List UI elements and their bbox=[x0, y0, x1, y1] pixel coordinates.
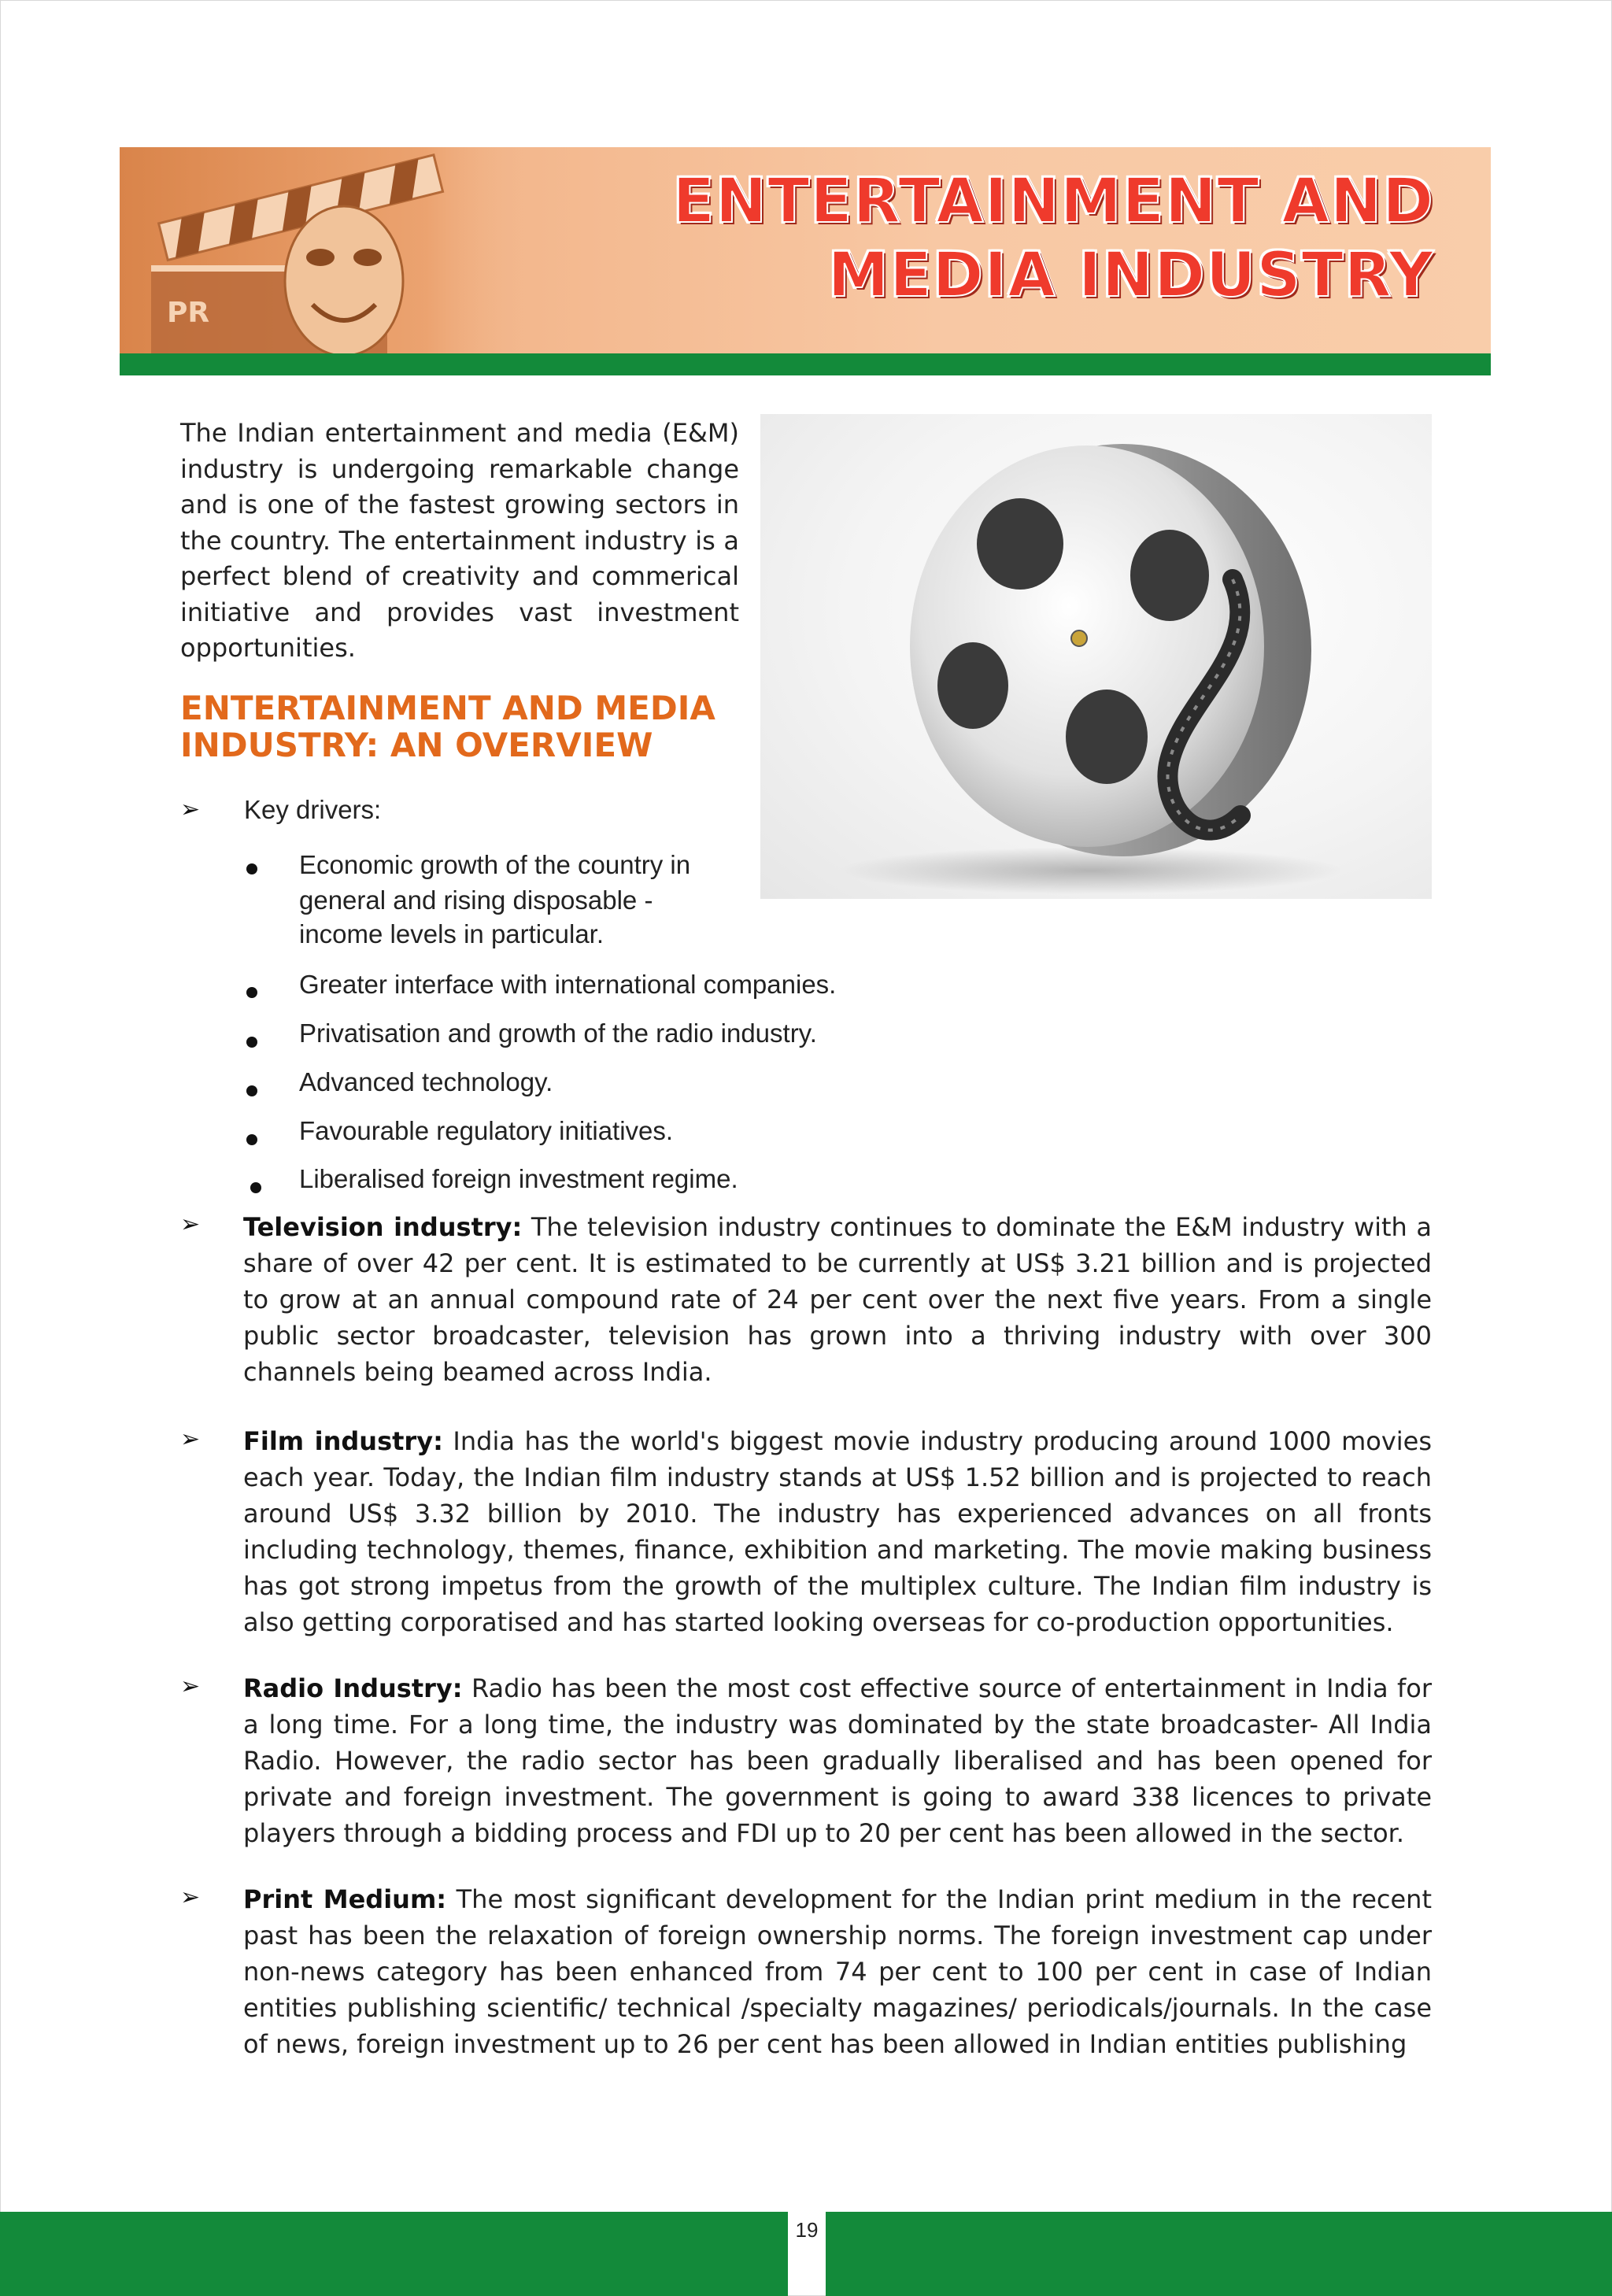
key-driver-item: Favourable regulatory initiatives. bbox=[299, 1116, 674, 1145]
overview-heading-line1: ENTERTAINMENT AND MEDIA bbox=[180, 689, 715, 727]
section-title: Film industry: bbox=[243, 1426, 443, 1456]
bullet-dot-icon bbox=[246, 1085, 257, 1096]
key-drivers-label: Key drivers: bbox=[244, 795, 382, 824]
arrow-bullet-icon: ➢ bbox=[180, 1425, 201, 1453]
section-title: Television industry: bbox=[243, 1212, 523, 1242]
bullet-dot-icon bbox=[246, 987, 257, 998]
arrow-bullet-icon: ➢ bbox=[180, 796, 201, 823]
banner-art-text: PR bbox=[167, 297, 210, 329]
section-text: The television industry continues to dominate the E&M industry with a share of over 42 per cent. It is estimated to be currently at US$ 3.21 billion and is projected to grow at an annual compound rate of 24 per cent over the next five years. From a single public sector broadcaster, television has grown into a thriving industry with over 300 channels being beamed across India. bbox=[243, 1212, 1433, 1387]
section-title: Print Medium: bbox=[243, 1884, 447, 1914]
page-title bbox=[673, 165, 1434, 312]
section-text: Radio has been the most cost effective source of entertainment in India for a long time. For a long time, the industry was dominated by the state broadcaster- All India Radio. However, the radio sector has been gradually liberalised and has been opened for private and foreign investment. The government is going to award 338 licences to private players through a bidding process and FDI up to 20 per cent has been allowed in the sector. bbox=[243, 1673, 1433, 1848]
key-driver-item: Liberalised foreign investment regime. bbox=[299, 1164, 738, 1193]
section-title: Radio Industry: bbox=[243, 1673, 463, 1703]
key-driver-item: general and rising disposable - bbox=[299, 885, 653, 915]
page-number: 19 bbox=[795, 2218, 819, 2242]
overview-heading-line2: INDUSTRY: AN OVERVIEW bbox=[180, 726, 653, 764]
key-driver-item: Greater interface with international companies. bbox=[299, 970, 837, 999]
section-text: The most significant development for the Indian print medium in the recent past has been the relaxation of foreign ownership norms. The foreign investment cap under non-news category has been enhanced from 74 per cent to 100 per cent in case of Indian entities publishing scientific/ technical /specialty magazines/ periodicals/journals. In the case of news, foreign investment up to 26 per cent has been allowed in Indian entities publishing bbox=[243, 1884, 1433, 2059]
page-title-line1: ENTERTAINMENT AND bbox=[672, 166, 1434, 237]
film-section bbox=[243, 1423, 1432, 1640]
arrow-bullet-icon: ➢ bbox=[180, 1884, 201, 1911]
header-banner bbox=[120, 147, 1491, 353]
bullet-dot-icon bbox=[246, 1037, 257, 1048]
bullet-dot-icon bbox=[246, 1134, 257, 1145]
key-driver-item: Advanced technology. bbox=[299, 1067, 553, 1096]
arrow-bullet-icon: ➢ bbox=[180, 1211, 201, 1238]
film-reel-illustration bbox=[760, 414, 1432, 899]
overview-heading bbox=[180, 690, 731, 763]
bullet-dot-icon bbox=[246, 863, 257, 874]
key-driver-item: income levels in particular. bbox=[299, 919, 604, 948]
section-text: India has the world's biggest movie industry producing around 1000 movies each year. Today, the Indian film industry stands at US$ 1.52 billion and is projected to reach around US$ 3.32 billion by 2010. The industry has experienced advances on all fronts including technology, themes, finance, exhibition and marketing. The movie making business has got strong impetus from the growth of the multiplex culture. The Indian film industry is also getting corporatised and has started looking overseas for co-production opportunities. bbox=[243, 1426, 1433, 1637]
radio-section bbox=[243, 1670, 1432, 1851]
footer-green-bar-left bbox=[0, 2212, 788, 2296]
bullet-dot-icon bbox=[250, 1182, 261, 1193]
film-reel-photo bbox=[760, 414, 1432, 899]
television-section bbox=[243, 1209, 1432, 1390]
key-driver-item: Privatisation and growth of the radio industry. bbox=[299, 1019, 817, 1048]
header-green-stripe bbox=[120, 353, 1491, 375]
intro-paragraph: The Indian entertainment and media (E&M) industry is undergoing remarkable change and is one of the fastest growing sectors in the country. The entertainment industry is a perfect blend of creativity and commerical initiative and provides vast investment opportunities. bbox=[180, 418, 739, 663]
arrow-bullet-icon: ➢ bbox=[180, 1673, 201, 1700]
key-driver-item: Economic growth of the country in bbox=[299, 850, 691, 879]
clapperboard-mask-illustration bbox=[120, 147, 529, 353]
page-title-line2: MEDIA INDUSTRY bbox=[827, 240, 1434, 311]
print-section bbox=[243, 1881, 1432, 2062]
footer-green-bar-right bbox=[826, 2212, 1612, 2296]
